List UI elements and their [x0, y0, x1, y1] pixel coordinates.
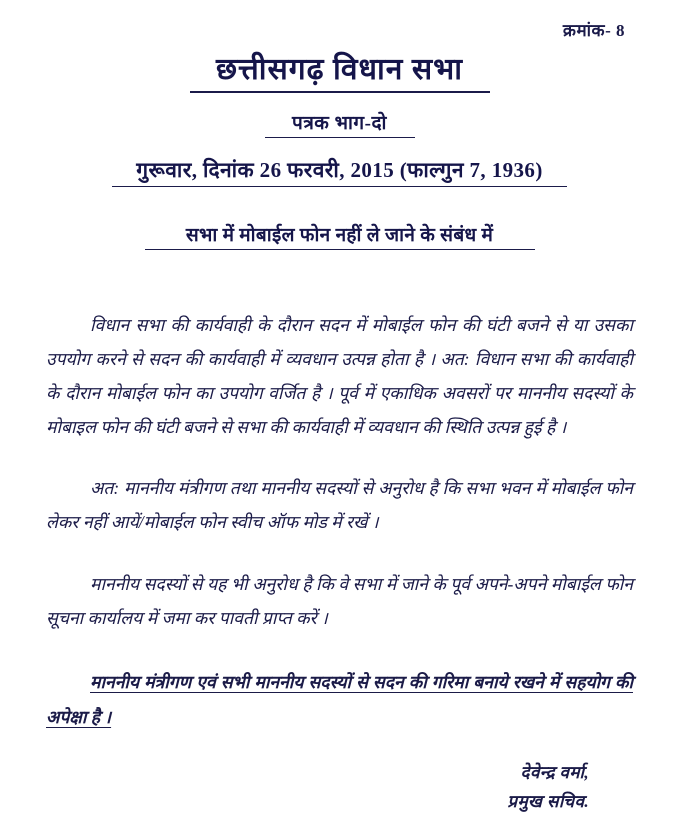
signatory-name: देवेन्द्र वर्मा, — [520, 763, 589, 783]
date-line: गुरूवार, दिनांक 26 फरवरी, 2015 (फाल्गुन 7, 1936) — [136, 157, 543, 182]
paragraph: अत: माननीय मंत्रीगण तथा माननीय सदस्यों से अनुरोध है कि सभा भवन में मोबाईल फोन लेकर नहीं आयें/मोबाईल फोन स्वीच ऑफ मोड में रखें । — [46, 477, 633, 532]
notice-heading: सभा में मोबाईल फोन नहीं ले जाने के संबंध में — [185, 224, 494, 246]
signatory-designation: प्रमुख सचिव. — [507, 791, 589, 811]
closing-paragraph: माननीय मंत्रीगण एवं सभी माननीय सदस्यों से सदन की गरिमा बनाये रखने में सहयोग की अपेक्षा है । — [46, 672, 633, 728]
heading-divider — [145, 249, 535, 250]
date-divider — [112, 186, 567, 187]
page-title: छत्तीसगढ़ विधान सभा — [215, 53, 464, 86]
title-divider — [190, 91, 490, 93]
paragraph: विधान सभा की कार्यवाही के दौरान सदन में मोबाईल फोन की घंटी बजने से या उसका उपयोग करने से सदन की कार्यवाही में व्यवधान उत्पन्न होता है । अत: विधान सभा की कार्यवाही के दौरान मोबाईल फोन का उपयोग वर्जित है । पूर्व में एकाधिक अवसरों पर माननीय सदस्यों के मोबाइल फोन की घंटी बजने से सभा की कार्यवाही में व्यवधान की स्थिति उत्पन्न हुई है । — [46, 315, 633, 438]
subtitle-divider — [265, 137, 415, 138]
serial-number: क्रमांक- 8 — [562, 21, 625, 40]
document-subtitle: पत्रक भाग-दो — [292, 112, 387, 134]
notice-body — [40, 308, 639, 735]
paragraph: माननीय सदस्यों से यह भी अनुरोध है कि वे सभा में जाने के पूर्व अपने-अपने मोबाईल फोन सूचना कार्यालय में जमा कर पावती प्राप्त करें । — [46, 573, 633, 628]
